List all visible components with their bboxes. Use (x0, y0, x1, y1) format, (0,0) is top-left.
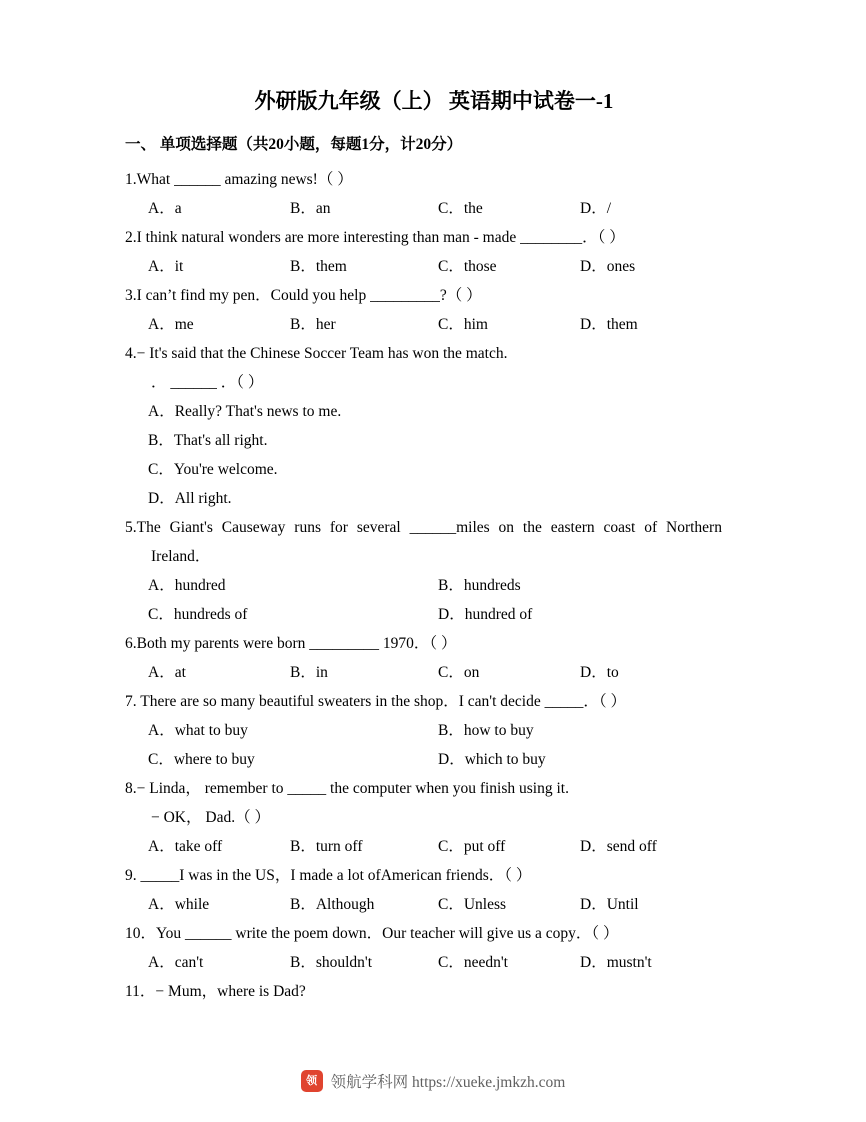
question-1-option-B: B．an (290, 200, 331, 217)
question-7-option-D: D．which to buy (438, 751, 546, 768)
question-9-option-B: B．Although (290, 896, 375, 913)
question-5-option-A: A．hundred (148, 577, 226, 594)
question-6 (125, 629, 743, 687)
question-9-text-line: 9. _____I was in the US，I made a lot ofAmerican friends．（ ） (125, 867, 532, 884)
question-5-text-line: Ireland． (151, 548, 211, 565)
question-4 (125, 339, 743, 513)
question-10-text-line: 10．You ______ write the poem down．Our teacher will give us a copy．（ ） (125, 925, 619, 942)
question-3-option-D: D．them (580, 316, 638, 333)
question-8-option-C: C．put off (438, 838, 506, 855)
question-3-option-A: A．me (148, 316, 194, 333)
question-8-option-A: A．take off (148, 838, 223, 855)
question-2 (125, 223, 743, 281)
question-3-option-C: C．him (438, 316, 488, 333)
question-8-option-D: D．send off (580, 838, 657, 855)
question-1-options-row (125, 194, 743, 223)
question-4-options-row (125, 397, 743, 426)
question-7-option-B: B．how to buy (438, 722, 534, 739)
question-5-options-row (125, 600, 743, 629)
question-6-option-C: C．on (438, 664, 480, 681)
question-6-option-A: A．at (148, 664, 186, 681)
section-header: 一、 单项选择题（共20小题，每题1分，计20分） (125, 136, 463, 153)
question-2-option-B: B．them (290, 258, 347, 275)
question-2-option-D: D．ones (580, 258, 636, 275)
question-4-options-row (125, 455, 743, 484)
question-8-option-B: B．turn off (290, 838, 363, 855)
question-4-options-row (125, 484, 743, 513)
question-2-option-C: C．those (438, 258, 497, 275)
question-5-option-B: B．hundreds (438, 577, 521, 594)
question-3-text-line: 3.I can’t find my pen．Could you help _________?（ ） (125, 287, 482, 304)
question-1-option-C: C．the (438, 200, 483, 217)
page-title: 外研版九年级（上） 英语期中试卷一-1 (254, 89, 614, 113)
question-3 (125, 281, 743, 339)
question-2-option-A: A．it (148, 258, 184, 275)
question-6-options-row (125, 658, 743, 687)
question-2-text-line: 2.I think natural wonders are more interesting than man - made ________．（ ） (125, 229, 625, 246)
question-7 (125, 687, 743, 774)
question-5-options-row (125, 571, 743, 600)
footer (0, 1070, 866, 1092)
question-10 (125, 919, 743, 977)
question-4-text-line: ． ______ ．（ ） (151, 374, 264, 391)
question-4-options-row (125, 426, 743, 455)
question-9 (125, 861, 743, 919)
question-4-option-D: D．All right. (148, 490, 232, 507)
question-6-option-D: D．to (580, 664, 619, 681)
question-10-option-D: D．mustn't (580, 954, 652, 971)
question-4-text-line: 4.− It's said that the Chinese Soccer Team has won the match. (125, 345, 508, 362)
question-9-option-C: C．Unless (438, 896, 507, 913)
question-4-option-A: A．Really? That's news to me. (148, 403, 342, 420)
question-5-option-D: D．hundred of (438, 606, 533, 623)
footer-site-link[interactable]: 领航学科网 https://xueke.jmkzh.com (330, 1074, 566, 1091)
question-3-option-B: B．her (290, 316, 336, 333)
question-5-text-line: 5.The Giant's Causeway runs for several ______miles on the eastern coast of Northern (125, 519, 722, 536)
question-1-option-A: A．a (148, 200, 182, 217)
question-7-text-line: 7. There are so many beautiful sweaters in the shop．I can't decide _____．（ ） (125, 693, 626, 710)
question-5-option-C: C．hundreds of (148, 606, 248, 623)
question-6-text-line: 6.Both my parents were born _________ 1970．（ ） (125, 635, 457, 652)
question-8-options-row (125, 832, 743, 861)
site-logo-icon: 领 (301, 1070, 323, 1092)
question-7-options-row (125, 716, 743, 745)
question-4-option-B: B．That's all right. (148, 432, 268, 449)
question-9-option-D: D．Until (580, 896, 639, 913)
question-4-option-C: C．You're welcome. (148, 461, 278, 478)
question-11 (125, 977, 743, 1006)
question-7-options-row (125, 745, 743, 774)
question-1 (125, 165, 743, 223)
question-6-option-B: B．in (290, 664, 328, 681)
question-5 (125, 513, 743, 629)
question-10-options-row (125, 948, 743, 977)
question-10-option-B: B．shouldn't (290, 954, 373, 971)
question-11-text-line: 11．− Mum，where is Dad? (125, 983, 306, 1000)
question-3-options-row (125, 310, 743, 339)
exam-content (125, 86, 743, 1006)
question-9-option-A: A．while (148, 896, 210, 913)
question-7-option-A: A．what to buy (148, 722, 248, 739)
question-2-options-row (125, 252, 743, 281)
question-8 (125, 774, 743, 861)
question-10-option-A: A．can't (148, 954, 204, 971)
question-1-option-D: D．/ (580, 200, 612, 217)
question-8-text-line: 8.− Linda， remember to _____ the computer when you finish using it. (125, 780, 569, 797)
question-8-text-line: − OK， Dad.（ ） (151, 809, 270, 826)
question-list (125, 165, 743, 1006)
question-1-text-line: 1.What ______ amazing news!（ ） (125, 171, 353, 188)
question-10-option-C: C．needn't (438, 954, 508, 971)
question-9-options-row (125, 890, 743, 919)
question-7-option-C: C．where to buy (148, 751, 255, 768)
